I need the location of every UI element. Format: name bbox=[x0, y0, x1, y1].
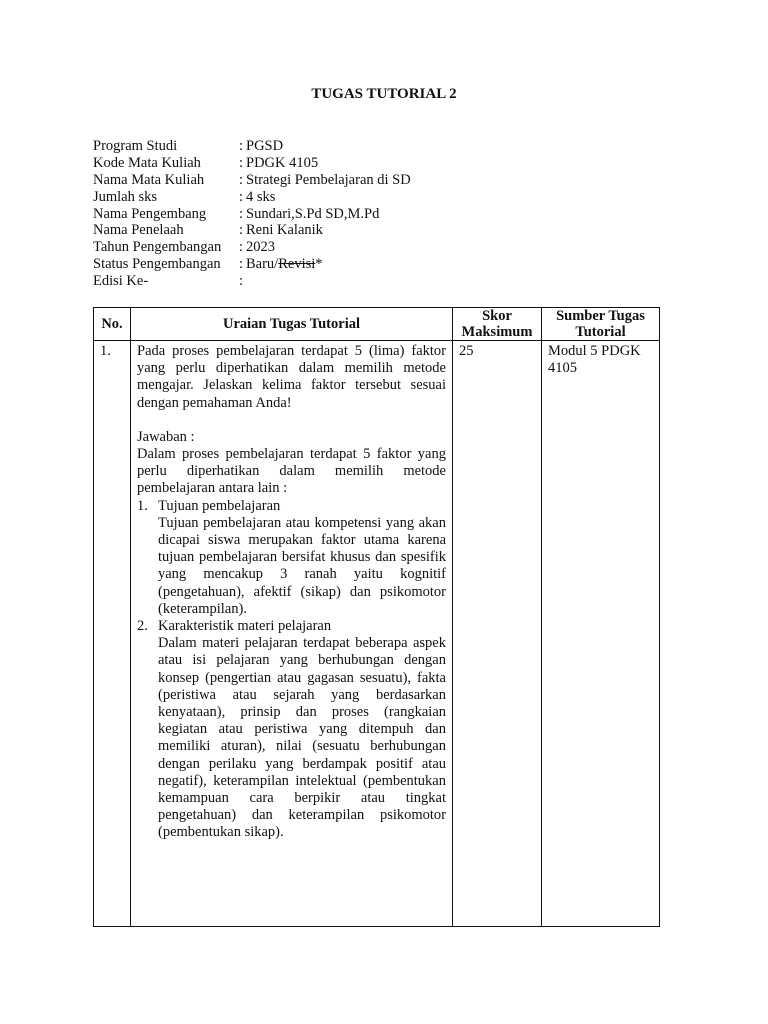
status-revisi-struck: Revisi bbox=[278, 256, 316, 273]
info-row-program-studi bbox=[93, 138, 411, 155]
info-label: Jumlah sks bbox=[93, 188, 158, 205]
info-label: Status Pengembangan bbox=[93, 256, 221, 273]
info-row-kode-mata-kuliah bbox=[93, 155, 411, 172]
info-separator: : bbox=[239, 239, 244, 256]
info-separator: : bbox=[239, 205, 244, 222]
answer-intro: Dalam proses pembelajaran terdapat 5 faktor yang perlu diperhatikan dalam memilih metode pembelajaran antara lain : bbox=[137, 446, 446, 497]
info-value: PGSD bbox=[246, 138, 284, 154]
answer-item bbox=[137, 498, 446, 515]
info-row-status-pengembangan bbox=[93, 256, 411, 273]
document-title: TUGAS TUTORIAL 2 bbox=[311, 86, 457, 102]
row-uraian bbox=[131, 341, 453, 927]
row-number: 1. bbox=[94, 341, 131, 927]
header-skor: Skor Maksimum bbox=[453, 308, 542, 341]
status-baru: Baru/ bbox=[246, 256, 279, 273]
answer-item-body: Dalam materi pelajaran terdapat beberapa aspek atau isi pelajaran yang berhubungan dengan konsep (pengertian atau gagasan sesuatu), fakta (peristiwa atau sejarah yang berdasarkan kenyataan), prinsip dan proses (rangkaian kegiatan atau peristiwa yang ditempuh dan memiliki aturan), nilai (sesuatu berhubungan dengan perilaku yang berdampak positif atau negatif), keterampilan intelektual (pembentukan kemampuan cara berpikir atau tingkat pengetahuan) dan keterampilan psikomotor (pembentukan sikap). bbox=[158, 635, 446, 841]
row-skor: 25 bbox=[453, 341, 542, 927]
course-info bbox=[93, 138, 411, 290]
info-value bbox=[246, 256, 323, 273]
info-value: 2023 bbox=[246, 239, 275, 256]
info-row-tahun-pengembangan bbox=[93, 239, 411, 256]
info-value: 4 sks bbox=[246, 188, 276, 205]
info-value: Sundari,S.Pd SD,M.Pd bbox=[246, 205, 380, 222]
info-separator: : bbox=[239, 256, 244, 273]
info-label: Program Studi bbox=[93, 138, 178, 154]
answer-item-body: Tujuan pembelajaran atau kompetensi yang akan dicapai siswa merupakan faktor utama karena tujuan pembelajaran bersifat khusus dan spesifik yang mencakup 3 ranah yaitu kognitif (pengetahuan), afektif (sikap) dan psikomotor (keterampilan). bbox=[158, 514, 446, 617]
info-row-nama-mata-kuliah bbox=[93, 172, 411, 189]
answer-item bbox=[137, 618, 446, 635]
status-asterisk: * bbox=[315, 256, 323, 273]
header-uraian: Uraian Tugas Tutorial bbox=[131, 308, 453, 341]
info-row-edisi bbox=[93, 273, 411, 290]
info-label: Nama Pengembang bbox=[93, 205, 207, 222]
info-label: Edisi Ke- bbox=[93, 273, 149, 290]
answer-label: Jawaban : bbox=[137, 428, 195, 445]
tutorial-table bbox=[93, 307, 660, 927]
row-sumber: Modul 5 PDGK 4105 bbox=[542, 341, 660, 927]
info-row-nama-penelaah bbox=[93, 222, 411, 239]
answer-item-number: 1. bbox=[137, 497, 148, 514]
header-no: No. bbox=[94, 308, 131, 341]
answer-item-title: Karakteristik materi pelajaran bbox=[158, 618, 332, 635]
header-sumber: Sumber Tugas Tutorial bbox=[542, 308, 660, 341]
info-label: Kode Mata Kuliah bbox=[93, 154, 201, 171]
info-separator: : bbox=[239, 273, 244, 290]
info-separator: : bbox=[239, 138, 244, 154]
answer-item-number: 2. bbox=[137, 618, 148, 635]
info-value: Reni Kalanik bbox=[246, 222, 323, 239]
info-separator: : bbox=[239, 222, 244, 239]
info-row-jumlah-sks bbox=[93, 189, 411, 206]
table-row bbox=[94, 341, 660, 927]
info-value: Strategi Pembelajaran di SD bbox=[246, 171, 411, 188]
info-row-nama-pengembang bbox=[93, 206, 411, 223]
table-header-row bbox=[94, 308, 660, 341]
info-separator: : bbox=[239, 154, 244, 171]
info-separator: : bbox=[239, 171, 244, 188]
answer-item-title: Tujuan pembelajaran bbox=[158, 497, 281, 514]
question-text: Pada proses pembelajaran terdapat 5 (lima) faktor yang perlu diperhatikan dalam memilih metode mengajar. Jelaskan kelima faktor tersebut sesuai dengan pemahaman Anda! bbox=[137, 343, 446, 411]
info-value: PDGK 4105 bbox=[246, 154, 319, 171]
info-separator: : bbox=[239, 188, 244, 205]
info-label: Tahun Pengembangan bbox=[93, 239, 222, 256]
info-label: Nama Mata Kuliah bbox=[93, 171, 205, 188]
info-label: Nama Penelaah bbox=[93, 222, 184, 239]
